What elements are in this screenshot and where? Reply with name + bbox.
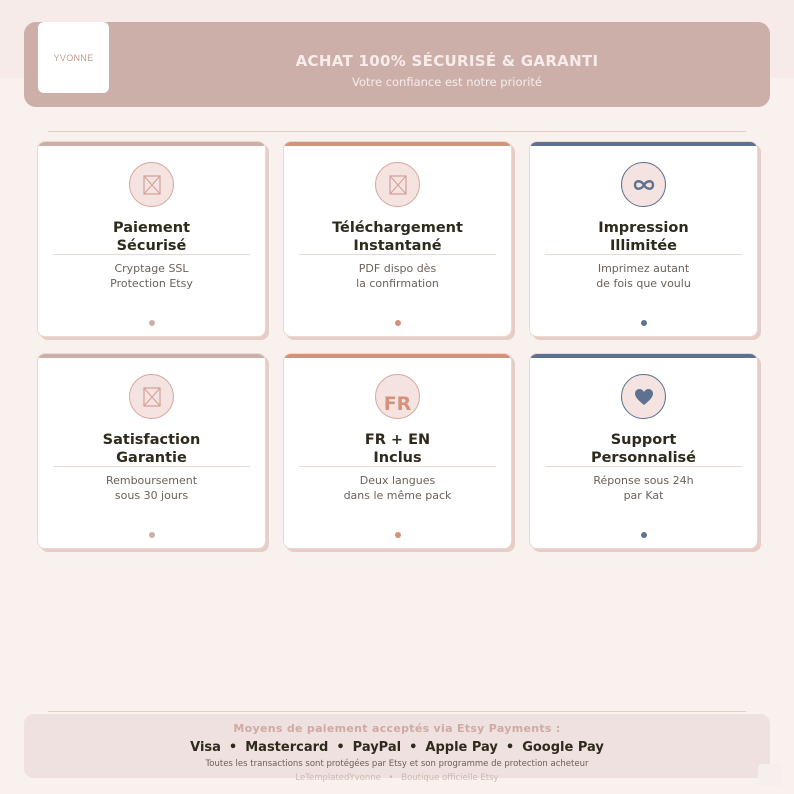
card-title: FR + EN Inclus [364, 432, 431, 466]
card-instant-download [283, 141, 512, 337]
heart-icon [634, 388, 654, 406]
top-divider [48, 131, 746, 132]
card-icon-circle [375, 162, 420, 207]
card-satisfaction [37, 353, 266, 549]
corner-watermark [758, 764, 782, 786]
page-title: ACHAT 100% SÉCURISÉ & GARANTI [295, 52, 599, 70]
page-subtitle: Votre confiance est notre priorité [351, 75, 543, 89]
card-icon-circle [375, 374, 420, 419]
credit-separator: • [388, 773, 394, 783]
card-dot [395, 320, 401, 326]
payment-methods-list: Visa • Mastercard • PayPal • Apple Pay • Google Pay [190, 740, 604, 755]
card-dot [149, 320, 155, 326]
card-title: Paiement Sécurisé [112, 220, 191, 254]
payment-method: Apple Pay [425, 740, 498, 755]
card-rule [53, 466, 250, 467]
protection-note: Toutes les transactions sont protégées par Etsy et son programme de protection acheteur [205, 759, 589, 769]
card-support [529, 353, 758, 549]
payment-method: PayPal [352, 740, 402, 755]
card-languages [283, 353, 512, 549]
card-dot [395, 532, 401, 538]
shop-name: LeTemplatedYvonne [295, 773, 381, 783]
card-description: Réponse sous 24h par Kat [593, 474, 694, 502]
card-rule [545, 466, 742, 467]
card-accent-bar [284, 142, 511, 146]
brand-logo [38, 22, 109, 93]
shop-credit [0, 773, 794, 783]
bottom-divider [48, 711, 746, 712]
card-accent-bar [38, 354, 265, 358]
payment-method: Google Pay [522, 740, 604, 755]
logo-text: YVONNE [53, 52, 94, 63]
card-icon-circle [129, 374, 174, 419]
card-accent-bar [530, 142, 757, 146]
card-description: Cryptage SSL Protection Etsy [110, 262, 193, 290]
card-title: Satisfaction Garantie [102, 432, 201, 466]
missing-image-icon [389, 175, 407, 195]
card-description: Deux langues dans le même pack [343, 474, 452, 502]
shop-tagline: Boutique officielle Etsy [401, 773, 499, 783]
card-accent-bar [530, 354, 757, 358]
card-rule [545, 254, 742, 255]
card-rule [299, 254, 496, 255]
card-icon-circle [621, 162, 666, 207]
card-title: Support Personnalisé [590, 432, 697, 466]
card-description: PDF dispo dès la confirmation [356, 262, 439, 290]
card-description: Imprimez autant de fois que voulu [596, 262, 691, 290]
card-icon-circle [621, 374, 666, 419]
card-description: Remboursement sous 30 jours [105, 474, 198, 502]
payment-footer [24, 714, 770, 778]
card-title: Impression Illimitée [598, 220, 689, 254]
card-rule [53, 254, 250, 255]
payment-method: Mastercard [245, 740, 329, 755]
missing-image-icon [143, 387, 161, 407]
card-secure-payment [37, 141, 266, 337]
payment-method: Visa [190, 740, 221, 755]
card-dot [641, 320, 647, 326]
missing-image-icon [143, 175, 161, 195]
fr-text-icon: FR [383, 392, 412, 415]
infinity-icon [632, 178, 656, 192]
payment-methods-heading: Moyens de paiement acceptés via Etsy Payments : [233, 722, 561, 735]
card-dot [641, 532, 647, 538]
card-unlimited-print [529, 141, 758, 337]
card-accent-bar [38, 142, 265, 146]
card-dot [149, 532, 155, 538]
header-banner [24, 22, 770, 107]
card-icon-circle [129, 162, 174, 207]
card-rule [299, 466, 496, 467]
card-title: Téléchargement Instantané [332, 220, 463, 254]
card-accent-bar [284, 354, 511, 358]
